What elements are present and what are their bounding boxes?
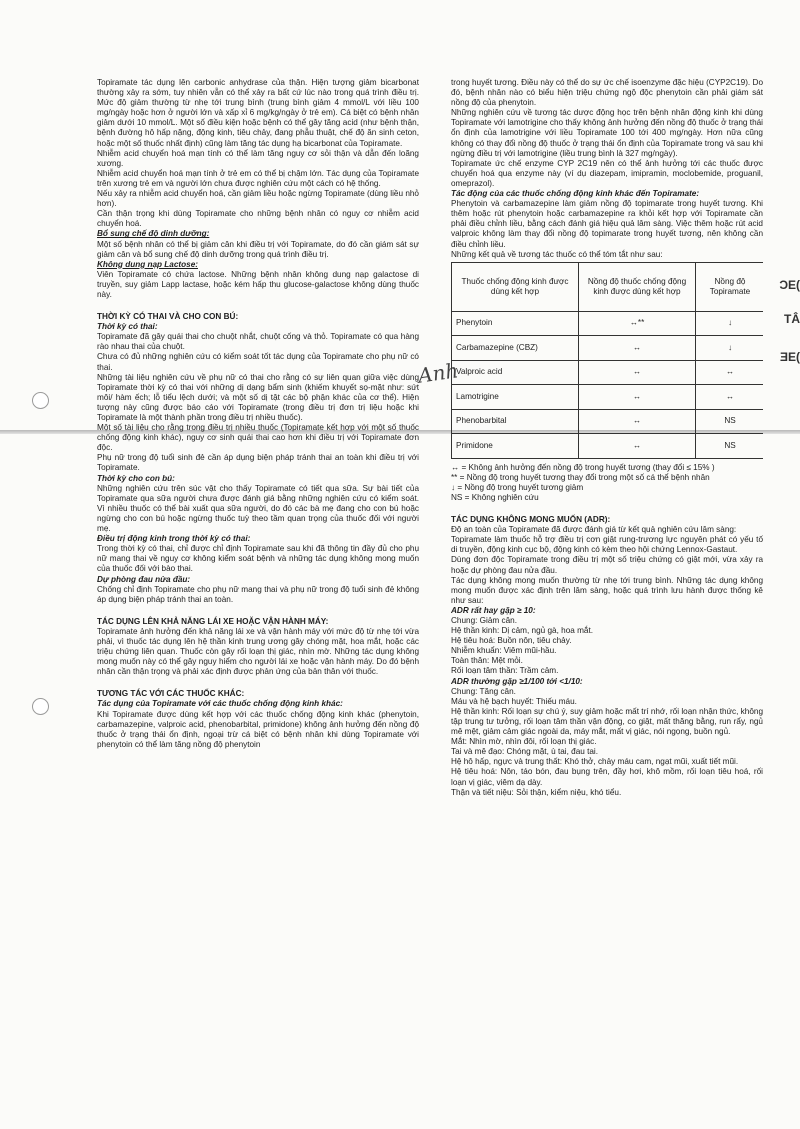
paragraph: Máu và hệ bạch huyết: Thiếu máu. bbox=[451, 696, 577, 706]
legend-item: ↓ = Nồng độ trong huyết tương giảm bbox=[451, 482, 584, 492]
adverse-effects-section bbox=[451, 515, 763, 798]
section-heading: THỜI KỲ CÓ THAI VÀ CHO CON BÚ: bbox=[97, 312, 239, 322]
effect-cell: ↓ bbox=[696, 336, 764, 361]
table-header-drug: Thuốc chống động kinh được dùng kết hợp bbox=[452, 262, 579, 311]
effect-cell: ↔ bbox=[579, 385, 696, 410]
paragraph: Topiramate ảnh hưởng đến khả năng lái xe và vận hành máy với mức độ từ nhẹ tới vừa phải, vì thuốc tác dụng lên hệ thần kinh trung ương gây chóng mặt, hoa mắt, hoặc các triệu chứng liên quan. Thuốc còn gây rối loạn thị giác, nhìn mờ. Những tác dụng không mong muốn này có thể gây nguy hiểm cho người lái xe hoặc vận hành máy. Do đó bệnh nhân cần thận trọng và phải xác định được phản ứng của bản thân với thuốc. bbox=[97, 626, 419, 677]
paragraph: Rối loạn tâm thần: Trầm cảm. bbox=[451, 666, 559, 676]
subheading: Dự phòng đau nửa đầu: bbox=[97, 574, 191, 584]
subheading: Thời kỳ cho con bú: bbox=[97, 473, 175, 483]
paragraph: Những kết quả về tương tác thuốc có thể tóm tắt như sau: bbox=[451, 249, 663, 259]
effect-cell: ↔** bbox=[579, 311, 696, 336]
drug-name-cell: Phenobarbital bbox=[452, 409, 579, 434]
drug-name-cell: Carbamazepine (CBZ) bbox=[452, 336, 579, 361]
effect-cell: ↔ bbox=[579, 360, 696, 385]
paragraph: Thận và tiết niệu: Sỏi thận, kiểm niệu, khó tiểu. bbox=[451, 787, 622, 797]
paragraph: Tác dụng không mong muốn thường từ nhẹ tới trung bình. Những tác dụng không mong muốn được xác định trên lâm sàng, hoặc quá trình lưu hành được thống kê như sau: bbox=[451, 575, 763, 605]
effect-cell: ↔ bbox=[579, 409, 696, 434]
right-column bbox=[451, 78, 763, 1118]
paragraph: trong huyết tương. Điều này có thể do sự ức chế isoenzyme đặc hiệu (CYP2C19). Do đó, bệnh nhân nào có biểu hiện triệu chứng ngộ độc phenytoin cần phải giám sát nồng độ của phenytoin. bbox=[451, 78, 763, 108]
effect-cell: ↔ bbox=[696, 385, 764, 410]
paragraph: Những nghiên cứu trên súc vật cho thấy Topiramate có tiết qua sữa. Sự bài tiết của Topiramate qua sữa người chưa được đánh giá bằng những nghiên cứu có kiểm soát. Vì nhiều thuốc có thể bài xuất qua sữa người, do đó các bà mẹ đang cho con bú hoặc ngừng cho con bú hoặc ngừng thuốc tuỳ theo tầm quan trọng của thuốc đối với người mẹ. bbox=[97, 483, 419, 534]
paragraph: Cần thận trọng khi dùng Topiramate cho những bệnh nhân có nguy cơ nhiễm acid chuyển hoá. bbox=[97, 209, 419, 229]
table-header-concentration: Nồng độ thuốc chống động kinh được dùng kết hợp bbox=[579, 262, 696, 311]
paragraph: Tai và mê đạo: Chóng mặt, ù tai, đau tai. bbox=[451, 747, 599, 757]
interaction-table bbox=[451, 262, 763, 459]
paragraph: Topiramate làm thuốc hỗ trợ điều trị cơn giật rung-trương lực nguyên phát có yếu tố di truyền, động kinh cục bộ, động kinh có kèm theo hội chứng Lennox-Gastaut. bbox=[451, 535, 763, 555]
section-heading: TƯƠNG TÁC VỚI CÁC THUỐC KHÁC: bbox=[97, 689, 245, 699]
effect-cell: ↓ bbox=[696, 311, 764, 336]
table-row bbox=[452, 360, 764, 385]
paragraph: Chưa có đủ những nghiên cứu có kiểm soát tốt tác dụng của Topiramate cho phụ nữ có thai. bbox=[97, 352, 419, 372]
paragraph: Chống chỉ định Topiramate cho phụ nữ mang thai và phụ nữ trong độ tuổi sinh đẻ không áp dụng biện pháp tránh thai an toàn. bbox=[97, 584, 419, 604]
table-legend bbox=[451, 463, 763, 503]
left-column bbox=[97, 78, 419, 1118]
paragraph: Nhiễm khuẩn: Viêm mũi-hầu. bbox=[451, 646, 557, 656]
paragraph: Trong thời kỳ có thai, chỉ được chỉ định Topiramate sau khi đã thông tin đầy đủ cho phụ nữ mang thai về nguy cơ không kiểm soát bệnh và những tác dụng không mong muốn của thuốc đối với bào thai. bbox=[97, 544, 419, 574]
table-row bbox=[452, 311, 764, 336]
paragraph: Nhiễm acid chuyển hoá mạn tính ở trẻ em có thể bị chậm lớn. Tác dụng của Topiramate trên xương trẻ em và người lớn chưa được nghiên cứu một cách có hệ thống. bbox=[97, 168, 419, 188]
paragraph: Phenytoin và carbamazepine làm giảm nồng độ topimarate trong huyết tương. Khi thêm hoặc rút phenytoin hoặc carbamazepine ra khỏi kết hợp với Topiramate cần phải điều chỉnh liều, bằng cách đánh giá hiệu quả lâm sàng. Việc thêm hoặc rút acid valproic không làm thay đổi nồng độ topimarate trong huyết tương, nên không cần điều chỉnh liều. bbox=[451, 199, 763, 249]
paragraph: Khi Topiramate được dùng kết hợp với các thuốc chống động kinh khác (phenytoin, carbamazepine, valproic acid, phenobarbital, primidone) không ảnh hưởng đến nồng độ thuốc ở trạng thái ổn định, ngoại trừ cá biệt có bệnh nhân khi dùng Topiramate với phenytoin có thể làm tăng nồng độ phenytoin bbox=[97, 709, 419, 749]
drug-name-cell: Valproic acid bbox=[452, 360, 579, 385]
paragraph: Topiramate tác dụng lên carbonic anhydrase của thận. Hiện tượng giảm bicarbonat thường xảy ra sớm, tuy nhiên vẫn có thể xảy ra bất cứ lúc nào trong quá trình điều trị. Mức độ giảm thường từ nhẹ tới trung bình (trung bình giảm 4 mmol/L với liều 100 mg/ngày hoặc hơn ở người lớn và xấp xỉ 6 mg/kg/ngày ở trẻ em). Cá biệt có bệnh nhân giảm dưới 10 mmol/L. Một số điều kiện hoặc bệnh có thể gây tăng acid (như bệnh thận, bệnh đường hô hấp nặng, động kinh, tiêu chảy, đang phẫu thuật, chế độ ăn sinh ceton, hoặc một số thuốc nhất định) cũng làm tăng tác dụng hạ bicarbonat của Topiramate. bbox=[97, 78, 419, 148]
paragraph: Viên Topiramate có chứa lactose. Những bệnh nhân không dung nạp galactose di truyền, suy giảm Lapp lactase, hoặc kém hấp thu glucose-galactose không dùng thuốc này. bbox=[97, 269, 419, 299]
legend-item: ↔ = Không ảnh hưởng đến nồng độ trong huyết tương (thay đổi ≤ 15% ) bbox=[451, 462, 715, 472]
subheading: Thời kỳ có thai: bbox=[97, 322, 158, 332]
effect-cell: ↔ bbox=[696, 360, 764, 385]
legend-item: ** = Nồng độ trong huyết tương thay đổi trong một số cá thể bệnh nhân bbox=[451, 472, 710, 482]
paragraph: Độ an toàn của Topiramate đã được đánh giá từ kết quả nghiên cứu lâm sàng: bbox=[451, 525, 737, 535]
paragraph: Hệ tiêu hoá: Buồn nôn, tiêu chảy. bbox=[451, 636, 572, 646]
effect-cell: NS bbox=[696, 434, 764, 459]
paragraph: Hệ hô hấp, ngực và trung thất: Khó thở, chảy máu cam, ngạt mũi, xuất tiết mũi. bbox=[451, 757, 739, 767]
table-row bbox=[452, 434, 764, 459]
paragraph: Những nghiên cứu về tương tác dược động học trên bệnh nhân động kinh khi dùng Topiramate với lamotrigine cho thấy không ảnh hưởng đến nồng độ thuốc ở trạng thái ổn định của lamotrigine với liều Topiramate 100 tới 400 mg/ngày. Hơn nữa cũng không có thay đổi nồng độ thuốc ở trạng thái ổn định của Topiramate trong và sau khi ngừng điều trị với lamotrigine (liều trung bình là 327 mg/ngày). bbox=[451, 108, 763, 158]
paragraph: Hệ thần kinh: Dị cảm, ngủ gà, hoa mắt. bbox=[451, 626, 593, 636]
paragraph: Phụ nữ trong độ tuổi sinh đẻ cần áp dụng biện pháp tránh thai an toàn khi điều trị với Topiramate. bbox=[97, 453, 419, 473]
table-row bbox=[452, 385, 764, 410]
margin-mark-3: ƎE( bbox=[779, 350, 800, 364]
punch-hole-top bbox=[32, 392, 49, 409]
subheading: Điều trị động kinh trong thời kỳ có thai: bbox=[97, 534, 251, 544]
section-heading: TÁC DỤNG KHÔNG MONG MUỐN (ADR): bbox=[451, 515, 611, 525]
paragraph: Một số tài liệu cho rằng trong điều trị nhiều thuốc (Topiramate kết hợp với một số thuốc chống động kinh khác), nguy cơ sinh quái thai cao hơn khi điều trị với Topiramate đơn độc. bbox=[97, 423, 419, 453]
drug-name-cell: Primidone bbox=[452, 434, 579, 459]
paragraph: Nhiễm acid chuyển hoá mạn tính có thể làm tăng nguy cơ sỏi thận và dẫn đến loãng xương. bbox=[97, 148, 419, 168]
margin-mark-2: TÂ bbox=[784, 312, 800, 326]
paragraph: Topiramate đã gây quái thai cho chuột nhắt, chuột cống và thỏ. Topiramate có qua hàng rào nhau thai của chuột. bbox=[97, 332, 419, 352]
effect-cell: NS bbox=[696, 409, 764, 434]
paragraph: Hệ thần kinh: Rối loạn sự chú ý, suy giảm hoặc mất trí nhớ, rối loạn nhận thức, không tập trung tư tưởng, rối loạn tâm thần vận động, co giật, mất thăng bằng, run rẩy, ngủ mê mệt, giảm cảm giác ngoài da, máy mắt, mất vị giác, nói ngọng, buồn ngủ. bbox=[451, 706, 763, 737]
effect-cell: ↔ bbox=[579, 336, 696, 361]
paragraph: Chung: Giảm cân. bbox=[451, 616, 517, 625]
subheading: Tác dụng của Topiramate với các thuốc chống động kinh khác: bbox=[97, 699, 343, 709]
punch-hole-bottom bbox=[32, 698, 49, 715]
interactions-text bbox=[451, 78, 763, 260]
paragraph: Dùng đơn độc Topiramate trong điều trị một số triệu chứng có giật mới, vừa xảy ra hoặc dự phòng đau nửa đầu. bbox=[451, 555, 763, 575]
paragraph: Toàn thân: Mệt mỏi. bbox=[451, 656, 523, 666]
table-row bbox=[452, 336, 764, 361]
table-header-topiramate: Nồng độ Topiramate bbox=[696, 262, 764, 311]
paragraph: Chung: Tăng cân. bbox=[451, 686, 516, 696]
paragraph: Topiramate ức chế enzyme CYP 2C19 nên có thể ảnh hưởng tới các thuốc được chuyển hoá qua enzyme này (ví dụ diazepam, imipramin, moclobemide, proguanil, omeprazol). bbox=[451, 158, 763, 188]
margin-mark-1: ƆE( bbox=[779, 278, 800, 292]
subheading: ADR thường gặp ≥1/100 tới <1/10: bbox=[451, 676, 583, 686]
subheading: ADR rất hay gặp ≥ 10: bbox=[451, 605, 536, 615]
subheading: Tác động của các thuốc chống động kinh khác đến Topiramate: bbox=[451, 189, 700, 199]
effect-cell: ↔ bbox=[579, 434, 696, 459]
drug-name-cell: Phenytoin bbox=[452, 311, 579, 336]
paragraph: Những tài liệu nghiên cứu về phụ nữ có thai cho rằng có sự liên quan giữa việc dùng Topiramate thời kỳ có thai với những dị dạng bẩm sinh (khiếm khuyết sọ-mặt như: sứt môi/ hàm ếch; lỗ tiểu lệch dưới; và một số dị tật các bộ phận khác của cơ thể). Hiện tượng này cũng được báo cáo với Topiramate (trong điều trị đơn trị liệu hoặc khi Topiramate là một thành phần trong điều trị nhiều thuốc). bbox=[97, 372, 419, 422]
paragraph: Hệ tiêu hoá: Nôn, táo bón, đau bụng trên, đầy hơi, khô mồm, rối loạn tiêu hoá, rối loạn vị giác, viêm dạ dày. bbox=[451, 767, 763, 787]
subheading: Bổ sung chế độ dinh dưỡng: bbox=[97, 229, 210, 239]
section-heading: TÁC DỤNG LÊN KHẢ NĂNG LÁI XE HOẶC VẬN HÀNH MÁY: bbox=[97, 616, 329, 626]
paragraph: Nếu xảy ra nhiễm acid chuyển hoá, cần giảm liều hoặc ngừng Topiramate (dùng liều nhỏ hơn). bbox=[97, 189, 419, 209]
paragraph: Mắt: Nhìn mờ, nhìn đôi, rối loạn thị giác. bbox=[451, 737, 597, 747]
legend-item: NS = Không nghiên cứu bbox=[451, 492, 539, 502]
table-row bbox=[452, 409, 764, 434]
handwritten-signature: Anh bbox=[416, 358, 460, 388]
subheading: Không dung nạp Lactose: bbox=[97, 259, 198, 269]
drug-name-cell: Lamotrigine bbox=[452, 385, 579, 410]
paragraph: Một số bệnh nhân có thể bị giảm cân khi điều trị với Topiramate, do đó cần giám sát sự giảm cân và bổ sung chế độ dinh dưỡng trong quá trình điều trị. bbox=[97, 239, 419, 259]
